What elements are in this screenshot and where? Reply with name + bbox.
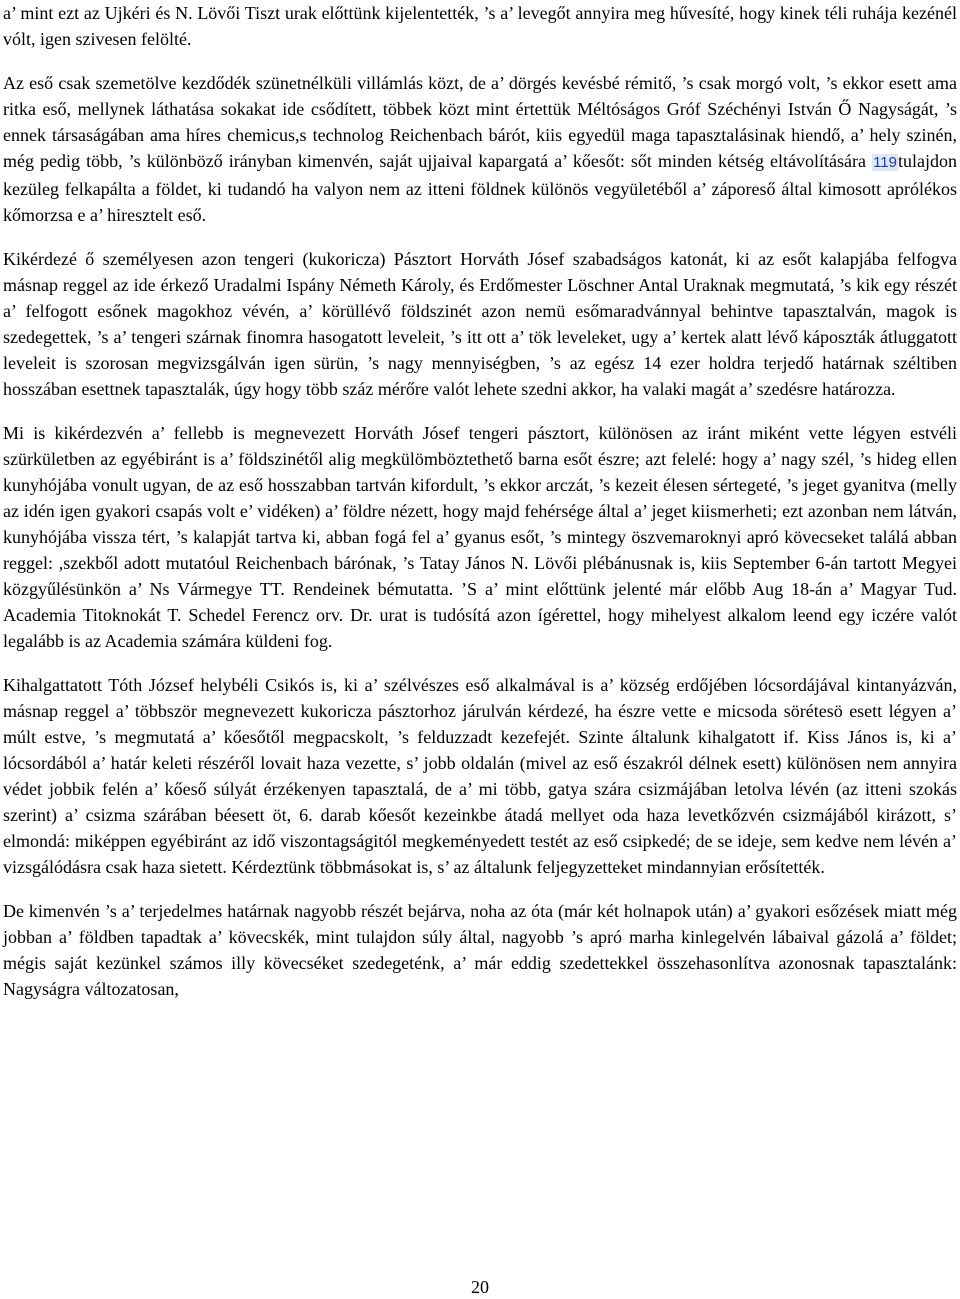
paragraph-2-tail: tulajdon kezüleg felkapálta a földet, ki tudandó ha valyon nem az itteni földnek különös vegyületéből a’ záporeső által kimosott aprólékos kőmorzsa e a’ hiresztelt eső. [3,151,957,225]
paragraph-3: Kikérdezé ő személyesen azon tengeri (kukoricza) Pásztort Horváth Jósef szabadságos katonát, ki az esőt kalapjába felfogva másnap reggel az ide érkező Uradalmi Ispány Németh Károly, és Erdőmester Löschner Antal Uraknak megmutatá, ’s kik egy részét a’ felfogott esőnek magokhoz vévén, a’ körüllévő földszinét azon nemü esőmaradvánnyal behintve tapasztalván, magok is szedegettek, ’s a’ tengeri szárnak finomra hasogatott leveleit, ’s itt ott a’ tök leveleket, ugy a’ kertek alatt lévő káposzták átluggatott leveleit is szorosan megvizsgálván igen sürün, ’s nagy mennyiségben, ’s az egész 14 ezer holdra terjedő határnak széltiben hosszában esettnek tapasztalák, úgy hogy több száz mérőre valót lehete szedni akkor, ha valaki magát a’ szedésre határozza. [3,249,957,399]
paragraph-2 [3,70,957,228]
document-page [3,0,957,1002]
paragraph-6: De kimenvén ’s a’ terjedelmes határnak nagyobb részét bejárva, noha az óta (már két holnapok után) a’ gyakori esőzések miatt még jobban a’ földben tapadtak a’ kövecskék, mint tulajdon súly által, nagyobb ’s apró marha kinlegelvén lábaival gázolá a’ földet; mégis saját kezünkel számos illy kövecséket szedegeténk, a’ már eddig szedettekkel összehasonlítva azonosnak tapasztalánk: Nagyságra változatosan, [3,901,957,999]
paragraph-2-body: Méltóságos Gróf Széchényi István Ő Nagyságát, ’s ennek társaságában ama híres chemicus,s technolog Reichenbach bárót, kiis egyedül maga tapasztalásinak hiendő, a’ hely szinén, még pedig több, ’s különböző irányban kimenvén, saját ujjaival kapargatá a’ kőesőt: sőt minden kétség eltávolítására [3,99,958,171]
paragraph-5: Kihalgattatott Tóth József helybéli Csikós is, ki a’ szélvészes eső alkalmával is a’ község erdőjében lócsordájával kintanyázván, másnap reggel a’ többször megnevezett kukoricza pásztorhoz járulván kérdezé, ha észre vette e micsoda sörétesö esett légyen a’ múlt estve, ’s megmutatá a’ kőesőtől megpacskolt, ’s felduzzadt kezefejét. Szinte általunk kihalgatott if. Kiss János is, ki a’ lócsordából a’ határ keleti részéről lovait haza vezette, s’ jobb oldalán (mivel az eső északról délnek esett) különösen nem annyira védet jobbik felén a’ kőeső súlyát érzékenyen tapasztalá, de a’ mi több, gatya szára csizmájában letolva lévén (az itteni szokás szerint) a’ csizma szárában béesett öt, 6. darab kőesőt kezeinkbe átadá mellyet oda haza levetkőzvén csizmájából kirázott, s’ elmondá: miképpen egyébiránt az idő viszontagságitól megkeményedett testét az eső csipkedé; de se ideje, sem kedve nem lévén a’ vizsgálódásra csak haza sietett. Kérdeztünk többmásokat is, s’ az általunk feljegyzetteket mindannyian erősítették. [3,675,957,877]
paragraph-4: Mi is kikérdezvén a’ fellebb is megnevezett Horváth Jósef tengeri pásztort, különösen az iránt miként vette légyen estvéli szürkületben az egyébiránt is a’ földszinétől alig megkülömböztethető barna esőt észre; azt felelé: hogy a’ nagy szél, ’s hideg ellen kunyhójába vonult ugyan, de az eső hosszabban tartván kifordult, ’s ekkor arczát, ’s kezeit élesen sértegeté, ’s jeget gyanitva (melly az idén igen gyakori csapás volt e’ vidéken) a’ földre nézett, hogy majd fehérsége által a’ jeget kiismerheti; ezt azonban nem látván, kunyhójába vissza tért, ’s kalapját tartva ki, abban fogá fel a’ gyanus esőt, ’s mintegy öszvemaroknyi apró kövecseket találá abban reggel: ,szekből adott mutatóul Reichenbach bárónak, ’s Tatay János N. Lövői plébánusnak is, kiis September 6-án tartott Megyei közgyűlésünkön a’ Ns Vármegye TT. Rendeinek bémutatta. ’S a’ mint előttünk jelenté már előbb Aug 18-án a’ Magyar Tud. Academia Titoknokát T. Schedel Ferencz orv. Dr. urat is tudósítá azon ígérettel, hogy mihelyest alkalom leend egy iczére valót legalább is az Academia számára küldeni fog. [3,423,957,651]
page-marker-link[interactable]: 119 [873,154,897,171]
page-number: 20 [471,1277,489,1297]
paragraph-1: a’ mint ezt az Ujkéri és N. Lövői Tiszt urak előttünk kijelentették, ’s a’ levegőt annyira meg hűvesíté, hogy kinek téli ruhája kezénél vólt, igen szivesen felölté. [3,3,957,49]
paragraph-2-lead: Az eső csak szemetölve kezdődék szünetnélküli villámlás közt, de a’ dörgés kevésbé rémitő, ’s csak morgó volt, ’s ekkor esett ama ritka eső, mellynek láthatása sokakat ide csődített, többek közt mint értettük [3,73,957,119]
